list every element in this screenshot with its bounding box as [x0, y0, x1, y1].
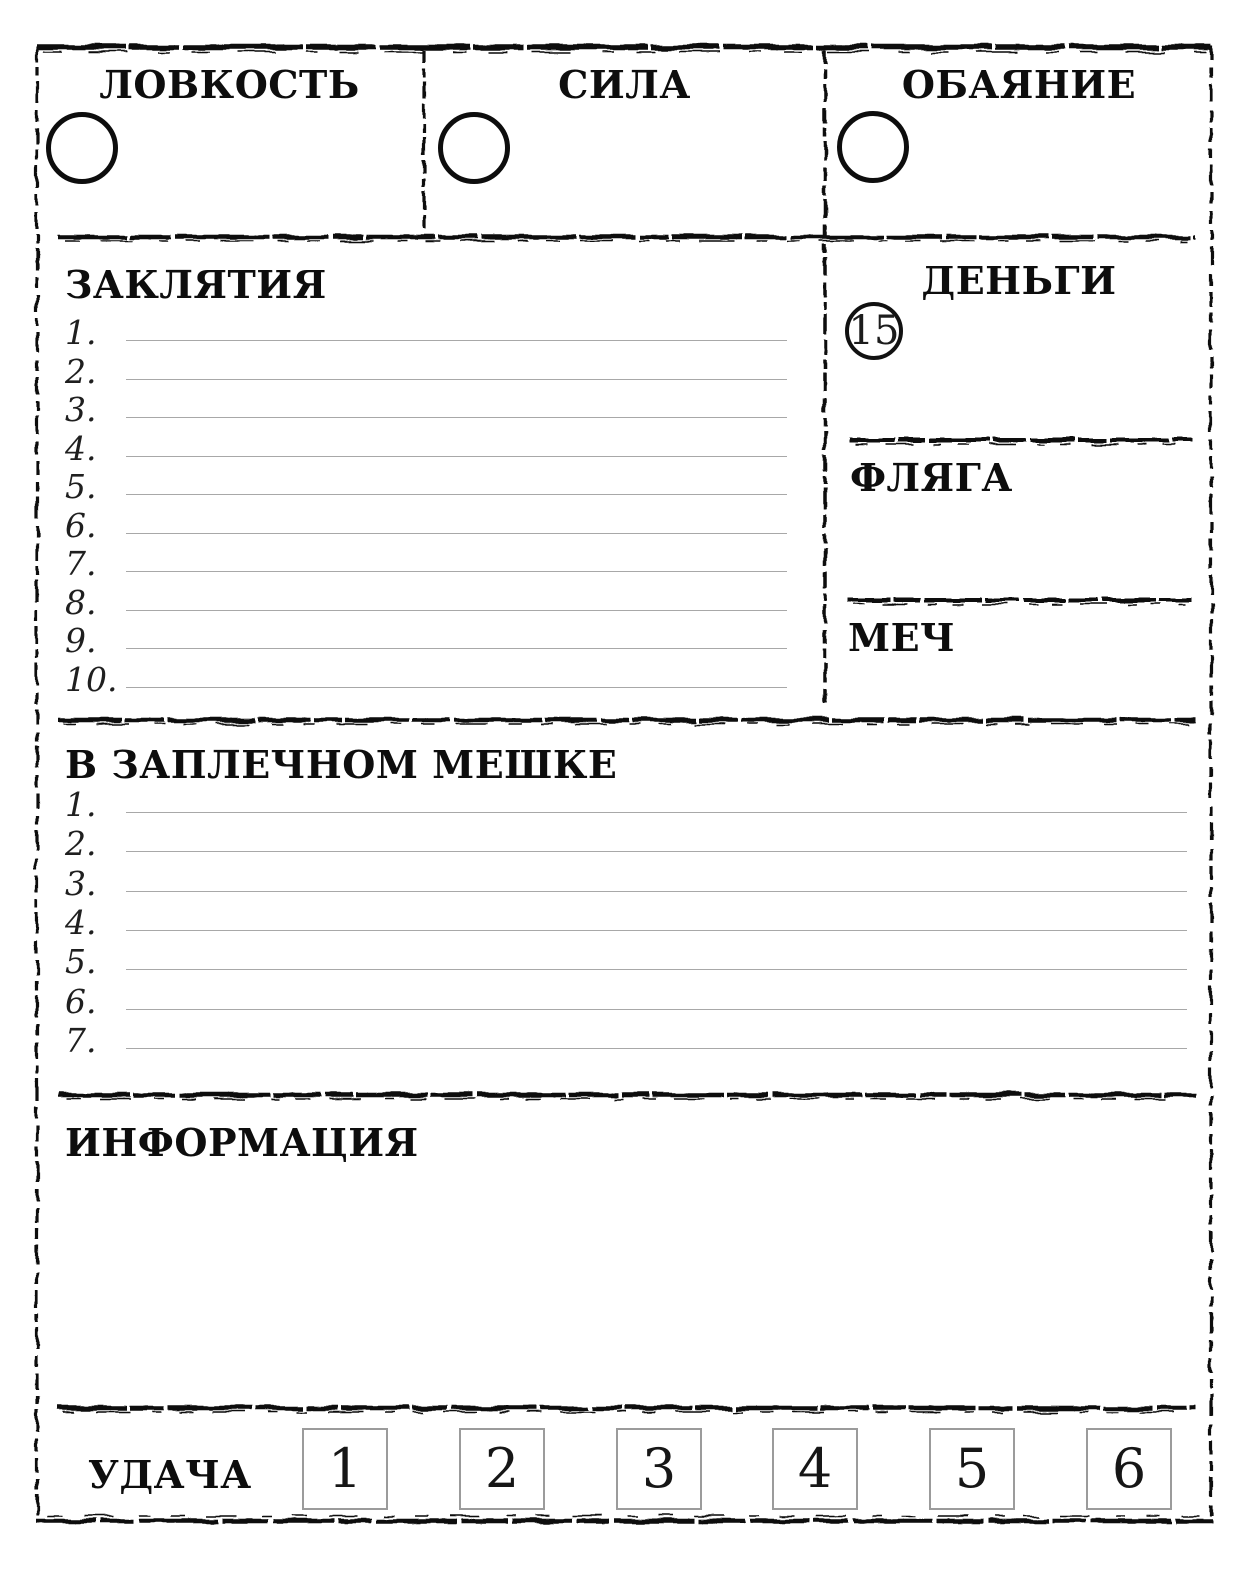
luck-title: УДАЧА: [88, 1452, 252, 1497]
spell-line-number: 6.: [65, 506, 97, 545]
backpack-line-number: 7.: [65, 1021, 97, 1060]
backpack-title: В ЗАПЛЕЧНОМ МЕШКЕ: [65, 742, 618, 787]
attribute-title-dexterity: ЛОВКОСТЬ: [99, 62, 360, 107]
spells-title: ЗАКЛЯТИЯ: [65, 262, 327, 307]
luck-box-2: [459, 1428, 545, 1510]
backpack-line-number: 3.: [65, 864, 97, 903]
spell-line-number: 8.: [65, 583, 97, 622]
sword-title: МЕЧ: [848, 615, 956, 660]
luck-box-number: 5: [954, 1437, 990, 1500]
spell-line-number: 4.: [65, 429, 97, 468]
luck-box-number: 2: [484, 1437, 520, 1500]
backpack-line-number: 1.: [65, 785, 97, 824]
luck-box-number: 3: [641, 1437, 677, 1500]
charm-score-circle: [837, 111, 909, 183]
spell-line-number: 5.: [65, 467, 97, 506]
spell-line-number: 7.: [65, 544, 97, 583]
spell-line-number: 10.: [65, 660, 118, 699]
backpack-line-number: 6.: [65, 982, 97, 1021]
information-title: ИНФОРМАЦИЯ: [65, 1120, 419, 1165]
spell-line-number: 9.: [65, 621, 97, 660]
luck-box-1: [302, 1428, 388, 1510]
luck-box-4: [772, 1428, 858, 1510]
luck-box-number: 6: [1111, 1437, 1147, 1500]
backpack-line-number: 2.: [65, 824, 97, 863]
dexterity-score-circle: [46, 112, 118, 184]
backpack-line-number: 5.: [65, 942, 97, 981]
money-title: ДЕНЬГИ: [921, 258, 1117, 303]
luck-box-number: 4: [797, 1437, 833, 1500]
spell-line-number: 1.: [65, 313, 97, 352]
luck-box-5: [929, 1428, 1015, 1510]
strength-score-circle: [438, 112, 510, 184]
spell-line-number: 3.: [65, 390, 97, 429]
spell-line-number: 2.: [65, 352, 97, 391]
money-value: 15: [848, 308, 900, 354]
luck-box-3: [616, 1428, 702, 1510]
attribute-title-strength: СИЛА: [558, 62, 691, 107]
flask-title: ФЛЯГА: [850, 455, 1013, 500]
luck-box-number: 1: [327, 1437, 363, 1500]
money-value-circle: [845, 302, 903, 360]
backpack-line-number: 4.: [65, 903, 97, 942]
attribute-title-charm: ОБАЯНИЕ: [901, 62, 1137, 107]
luck-box-6: [1086, 1428, 1172, 1510]
